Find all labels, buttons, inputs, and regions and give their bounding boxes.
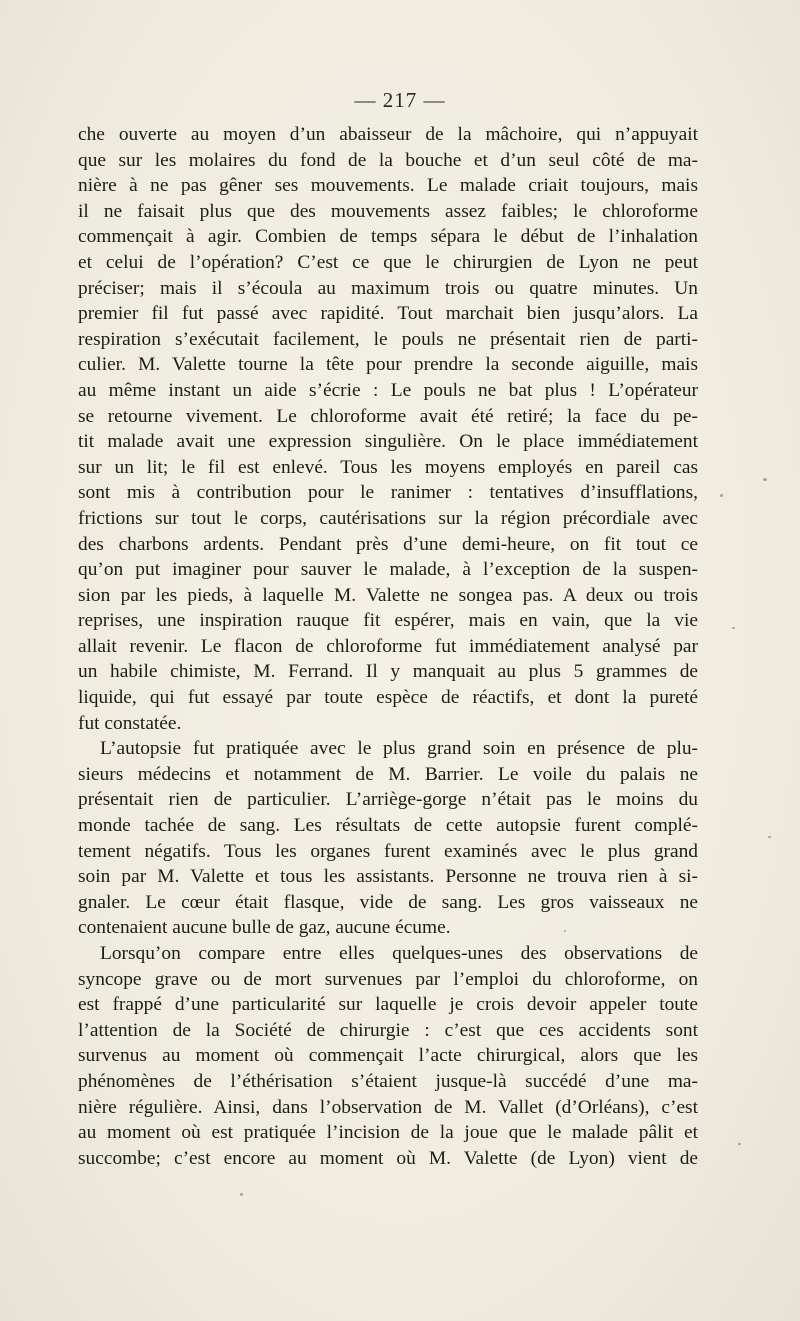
text-line: phénomènes de l’éthérisation s’étaient jusque-là succédé d’une ma-	[78, 1070, 698, 1092]
text-line: sion par les pieds, à laquelle M. Valette ne songea pas. A deux ou trois	[78, 584, 698, 606]
text-line: respiration s’exécutait facilement, le pouls ne présentait rien de parti-	[78, 328, 698, 350]
text-line: se retourne vivement. Le chloroforme avait été retiré; la face du pe-	[78, 405, 698, 427]
text-line: syncope grave ou de mort survenues par l’emploi du chloroforme, on	[78, 968, 698, 990]
text-line: commençait à agir. Combien de temps sépara le début de l’inhalation	[78, 226, 698, 248]
text-line: che ouverte au moyen d’un abaisseur de la mâchoire, qui n’appuyait	[78, 124, 698, 145]
text-line: contenaient aucune bulle de gaz, aucune écume.	[78, 917, 451, 939]
text-line: au moment où est pratiquée l’incision de la joue que le malade pâlit et	[78, 1122, 698, 1144]
text-line: monde tachée de sang. Les résultats de cette autopsie furent complé-	[78, 815, 698, 837]
text-line: sieurs médecins et notamment de M. Barrier. Le voile du palais ne	[78, 763, 698, 785]
text-line: des charbons ardents. Pendant près d’une demi-heure, on fit tout ce	[78, 533, 698, 555]
text-line: L’autopsie fut pratiquée avec le plus grand soin en présence de plu-	[100, 738, 698, 760]
text-line: nière à ne pas gêner ses mouvements. Le malade criait toujours, mais	[78, 175, 698, 197]
text-line: allait revenir. Le flacon de chloroforme fut immédiatement analysé par	[78, 635, 698, 657]
text-line: succombe; c’est encore au moment où M. Valette (de Lyon) vient de	[78, 1147, 698, 1169]
text-line: tement négatifs. Tous les organes furent examinés avec le plus grand	[78, 840, 698, 862]
paper-speck	[738, 1143, 741, 1145]
text-line: fut constatée.	[78, 712, 182, 734]
text-line: qu’on put imaginer pour sauver le malade, à l’exception de la suspen-	[78, 559, 698, 581]
text-line: et celui de l’opération? C’est ce que le chirurgien de Lyon ne peut	[78, 251, 698, 273]
text-line: frictions sur tout le corps, cautérisations sur la région précordiale avec	[78, 507, 698, 529]
text-line: survenus au moment où commençait l’acte chirurgical, alors que les	[78, 1045, 698, 1067]
text-line: culier. M. Valette tourne la tête pour prendre la seconde aiguille, mais	[78, 354, 698, 376]
paper-speck	[720, 494, 723, 497]
text-line: est frappé d’une particularité sur laquelle je crois devoir appeler toute	[78, 994, 698, 1016]
text-line: reprises, une inspiration rauque fit espérer, mais en vain, que la vie	[78, 610, 698, 632]
text-line: soin par M. Valette et tous les assistants. Personne ne trouva rien à si-	[78, 866, 698, 888]
text-line: liquide, qui fut essayé par toute espèce de réactifs, et dont la pureté	[78, 687, 698, 709]
text-line: que sur les molaires du fond de la bouche et d’un seul côté de ma-	[78, 149, 698, 171]
paper-speck	[732, 627, 735, 629]
paper-speck	[763, 478, 767, 481]
text-line: tit malade avait une expression singulière. On le place immédiatement	[78, 431, 698, 453]
text-line: Lorsqu’on compare entre elles quelques-unes des observations de	[100, 943, 698, 964]
text-line: sont mis à contribution pour le ranimer : tentatives d’insufflations,	[78, 482, 698, 504]
body-text	[78, 122, 698, 1171]
text-line: préciser; mais il s’écoula au maximum trois ou quatre minutes. Un	[78, 277, 698, 299]
page-number: — 217 —	[354, 88, 446, 112]
text-line: au même instant un aide s’écrie : Le pouls ne bat plus ! L’opérateur	[78, 379, 698, 401]
text-line: un habile chimiste, M. Ferrand. Il y manquait au plus 5 grammes de	[78, 661, 698, 683]
paper-speck	[768, 836, 771, 838]
paper-speck	[564, 930, 566, 932]
text-line: sur un lit; le fil est enlevé. Tous les moyens employés en pareil cas	[78, 456, 698, 478]
text-line: l’attention de la Société de chirurgie : c’est que ces accidents sont	[78, 1019, 698, 1041]
paper-speck	[240, 1193, 243, 1196]
text-line: premier fil fut passé avec rapidité. Tout marchait bien jusqu’alors. La	[78, 303, 698, 325]
text-line: il ne faisait plus que des mouvements assez faibles; le chloroforme	[78, 200, 698, 222]
text-line: nière régulière. Ainsi, dans l’observation de M. Vallet (d’Orléans), c’est	[78, 1096, 698, 1118]
text-line: gnaler. Le cœur était flasque, vide de sang. Les gros vaisseaux ne	[78, 891, 698, 913]
text-line: présentait rien de particulier. L’arriège-gorge n’était pas le moins du	[78, 789, 698, 811]
